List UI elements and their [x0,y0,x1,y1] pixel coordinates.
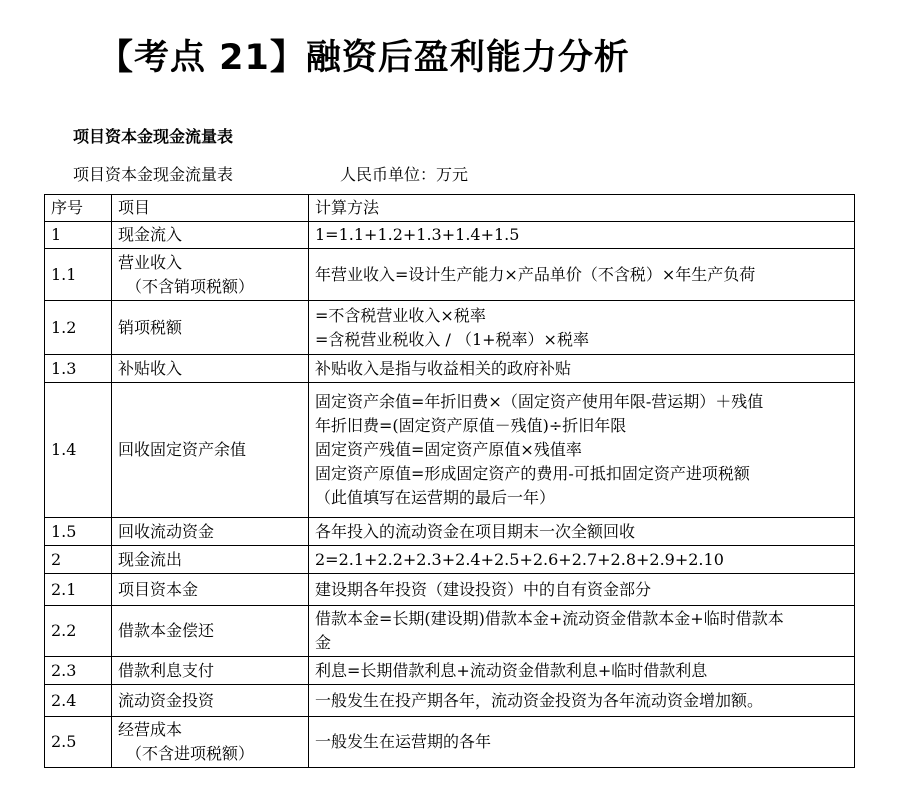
table-row [45,606,855,657]
method-line: 1=1.1+1.2+1.3+1.4+1.5 [315,225,520,244]
row-item [112,301,309,355]
item-line: 补贴收入 [118,358,183,378]
item-line: 回收流动资金 [118,521,215,541]
row-method [309,546,855,574]
row-number: 1.3 [45,355,112,383]
table-row [45,301,855,355]
method-line: 固定资产余值=年折旧费×（固定资产使用年限-营运期）＋残值 [315,392,764,411]
method-line: =含税营业税收入 / （1+税率）×税率 [315,329,589,349]
item-line: 借款本金偿还 [118,621,215,640]
row-method [309,574,855,606]
row-item [112,717,309,768]
row-method [309,685,855,717]
table-row [45,574,855,606]
item-line: 经营成本 [118,720,183,739]
row-number: 1 [45,222,112,249]
row-number: 2.3 [45,657,112,685]
row-item [112,685,309,717]
method-line: 年折旧费=(固定资产原值－残值)÷折旧年限 [315,416,627,435]
table-header-row [45,195,855,222]
header-method: 计算方法 [309,195,855,222]
table-row [45,518,855,546]
item-line: 项目资本金 [118,579,199,599]
method-line: 各年投入的流动资金在项目期末一次全额回收 [315,521,636,541]
row-item [112,574,309,606]
row-item [112,383,309,518]
item-line: （不含销项税额） [126,276,255,296]
row-number: 2.4 [45,685,112,717]
method-line: 2=2.1+2.2+2.3+2.4+2.5+2.6+2.7+2.8+2.9+2.10 [315,549,724,569]
row-method [309,249,855,301]
row-method [309,222,855,249]
method-line: 借款本金=长期(建设期)借款本金+流动资金借款本金+临时借款本 [315,609,784,628]
row-item [112,546,309,574]
method-line: 补贴收入是指与收益相关的政府补贴 [315,358,572,378]
row-item [112,606,309,657]
row-number: 1.1 [45,249,112,301]
method-line: 一般发生在运营期的各年 [315,732,492,751]
row-method [309,518,855,546]
table-row [45,249,855,301]
row-method [309,606,855,657]
table-row [45,222,855,249]
row-method [309,383,855,518]
table-row [45,546,855,574]
item-line: 销项税额 [118,317,183,337]
header-item: 项目 [112,195,309,222]
method-line: （此值填写在运营期的最后一年） [315,488,556,507]
header-no: 序号 [45,195,112,222]
method-line: 年营业收入=设计生产能力×产品单价（不含税）×年生产负荷 [315,264,756,284]
row-number: 1.4 [45,383,112,518]
row-number: 2.5 [45,717,112,768]
cash-flow-table [44,194,855,768]
row-item [112,355,309,383]
row-number: 2 [45,546,112,574]
row-method [309,717,855,768]
method-line: 建设期各年投资（建设投资）中的自有资金部分 [315,579,652,599]
method-line: 一般发生在投产期各年，流动资金投资为各年流动资金增加额。 [315,690,764,710]
method-line: 固定资产残值=固定资产原值×残值率 [315,440,582,459]
item-line: 借款利息支付 [118,660,215,680]
item-line: 流动资金投资 [118,690,215,710]
item-line: 回收固定资产余值 [118,440,247,459]
method-line: 固定资产原值=形成固定资产的费用-可抵扣固定资产进项税额 [315,464,750,483]
table-row [45,383,855,518]
row-method [309,301,855,355]
method-line: 利息=长期借款利息+流动资金借款利息+临时借款利息 [315,660,708,680]
table-row [45,685,855,717]
table-row [45,657,855,685]
row-number: 2.2 [45,606,112,657]
row-number: 1.2 [45,301,112,355]
row-item [112,657,309,685]
item-line: （不含进项税额） [126,744,255,763]
item-line: 营业收入 [118,252,183,272]
table-body [45,222,855,768]
row-number: 2.1 [45,574,112,606]
table-row [45,355,855,383]
page-title: 【考点 21】融资后盈利能力分析 [98,38,630,78]
method-line: 金 [315,633,332,652]
row-item [112,249,309,301]
table-caption: 项目资本金现金流量表 [73,165,234,184]
table-row [45,717,855,768]
item-line: 现金流入 [118,225,183,244]
method-line: =不含税营业收入×税率 [315,305,486,325]
row-method [309,657,855,685]
row-item [112,518,309,546]
row-number: 1.5 [45,518,112,546]
section-title: 项目资本金现金流量表 [73,127,234,146]
unit-caption: 人民币单位：万元 [340,165,469,184]
row-method [309,355,855,383]
row-item [112,222,309,249]
item-line: 现金流出 [118,549,183,569]
